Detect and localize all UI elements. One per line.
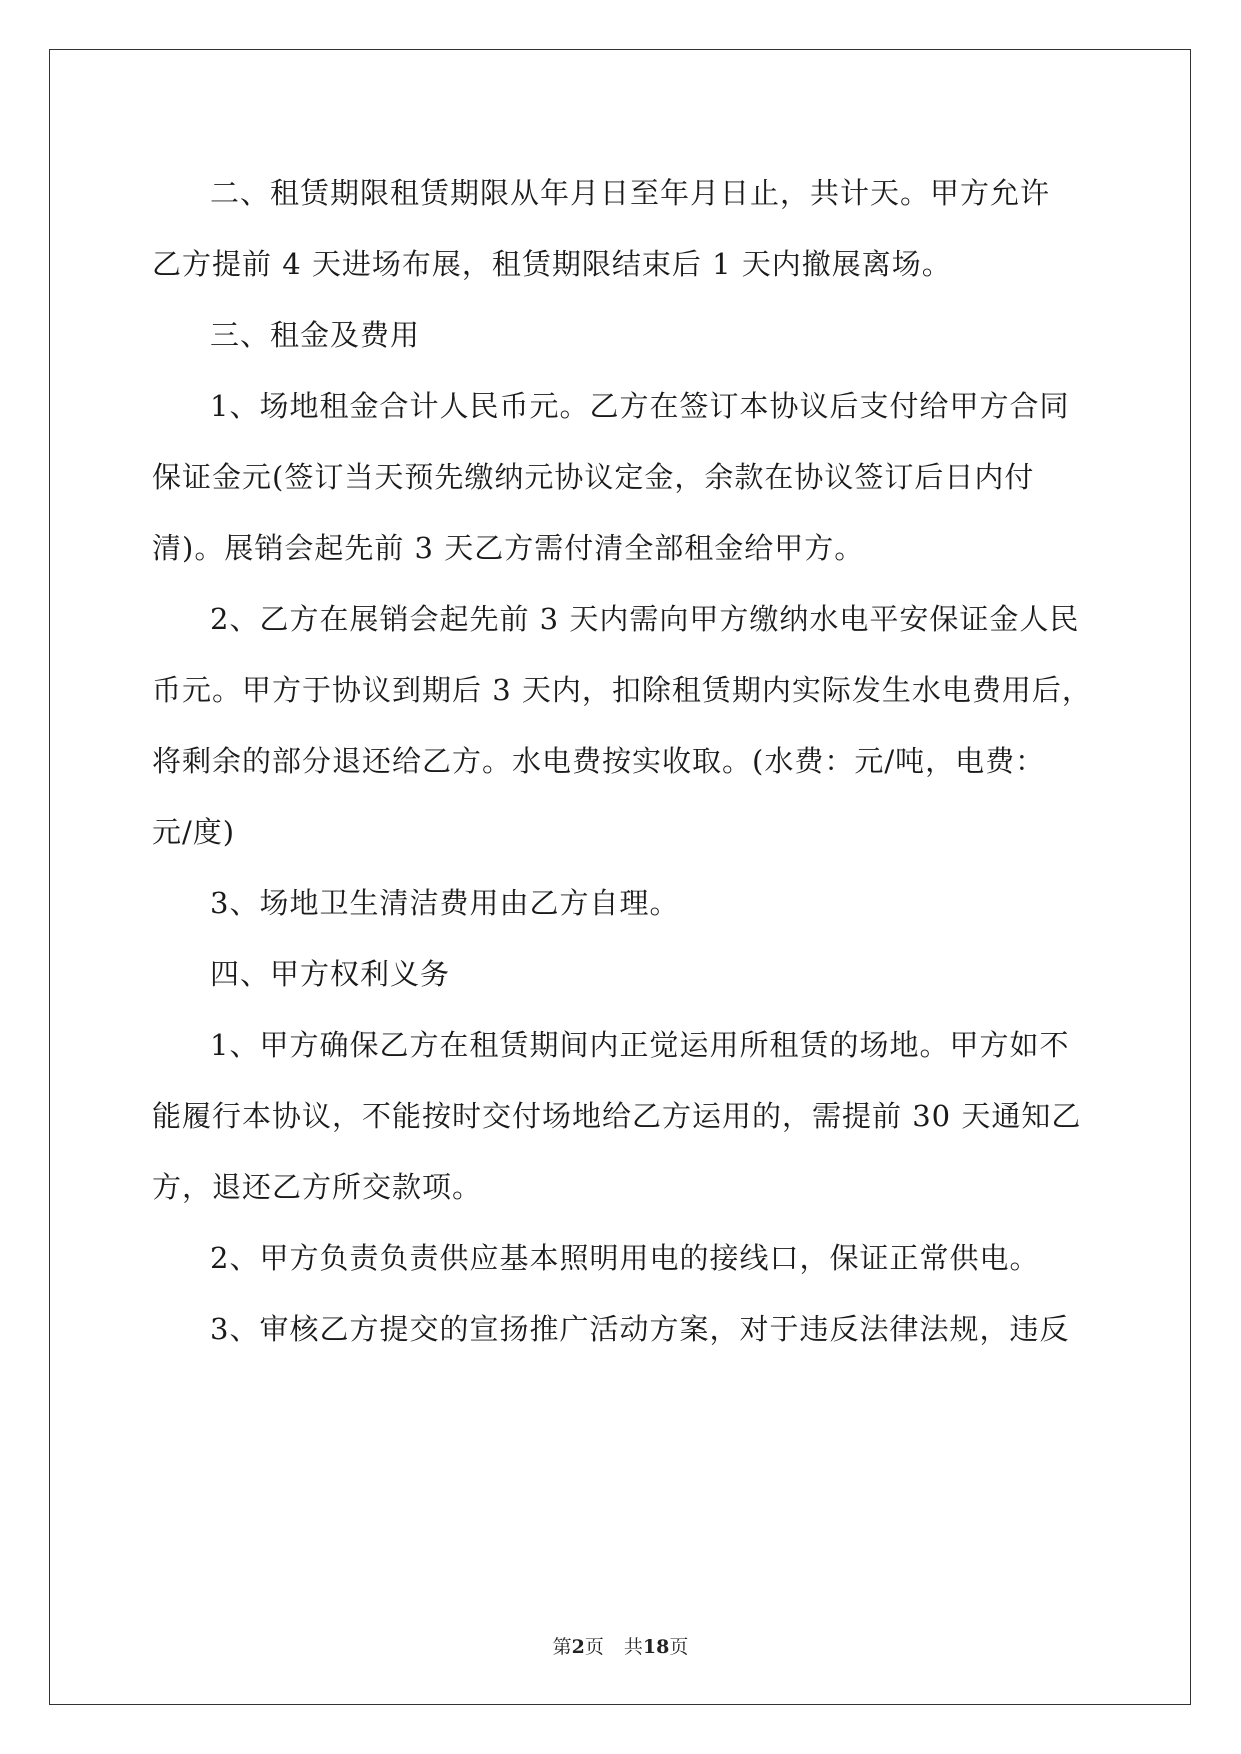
paragraph-line: 清)。展销会起先前 3 天乙方需付清全部租金给甲方。: [152, 531, 865, 565]
paragraph-line: 能履行本协议，不能按时交付场地给乙方运用的，需提前 30 天通知乙: [152, 1099, 1082, 1133]
paragraph-line: 币元。甲方于协议到期后 3 天内，扣除租赁期内实际发生水电费用后，: [152, 673, 1092, 707]
paragraph-line: 1、场地租金合计人民币元。乙方在签订本协议后支付给甲方合同: [210, 389, 1070, 423]
current-page-number: 2: [571, 1636, 585, 1658]
paragraph-line: 保证金元(签订当天预先缴纳元协议定金，余款在协议签订后日内付: [152, 460, 1035, 494]
total-page-number: 18: [642, 1636, 670, 1658]
page-prefix: 第: [552, 1636, 572, 1658]
paragraph-line: 2、甲方负责负责供应基本照明用电的接线口，保证正常供电。: [210, 1241, 1040, 1275]
paragraph-line: 元/度): [152, 815, 236, 849]
total-prefix: 共: [623, 1636, 643, 1658]
paragraph-line: 二、租赁期限租赁期限从年月日至年月日止，共计天。甲方允许: [210, 176, 1051, 210]
paragraph-line: 乙方提前 4 天进场布展，租赁期限结束后 1 天内撤展离场。: [152, 247, 952, 281]
section-heading: 四、甲方权利义务: [210, 957, 451, 991]
page-footer: [0, 1632, 1241, 1659]
paragraph-line: 3、审核乙方提交的宣扬推广活动方案，对于违反法律法规，违反: [210, 1312, 1070, 1346]
paragraph-line: 3、场地卫生清洁费用由乙方自理。: [210, 886, 680, 920]
section-heading: 三、租金及费用: [210, 318, 421, 352]
paragraph-line: 方，退还乙方所交款项。: [152, 1170, 483, 1204]
document-body: [152, 158, 1092, 1365]
page-unit: 页: [584, 1636, 604, 1658]
paragraph-line: 2、乙方在展销会起先前 3 天内需向甲方缴纳水电平安保证金人民: [210, 602, 1080, 636]
paragraph-line: 将剩余的部分退还给乙方。水电费按实收取。(水费：元/吨，电费：: [152, 744, 1046, 778]
paragraph-line: 1、甲方确保乙方在租赁期间内正觉运用所租赁的场地。甲方如不: [210, 1028, 1070, 1062]
total-unit: 页: [669, 1636, 689, 1658]
